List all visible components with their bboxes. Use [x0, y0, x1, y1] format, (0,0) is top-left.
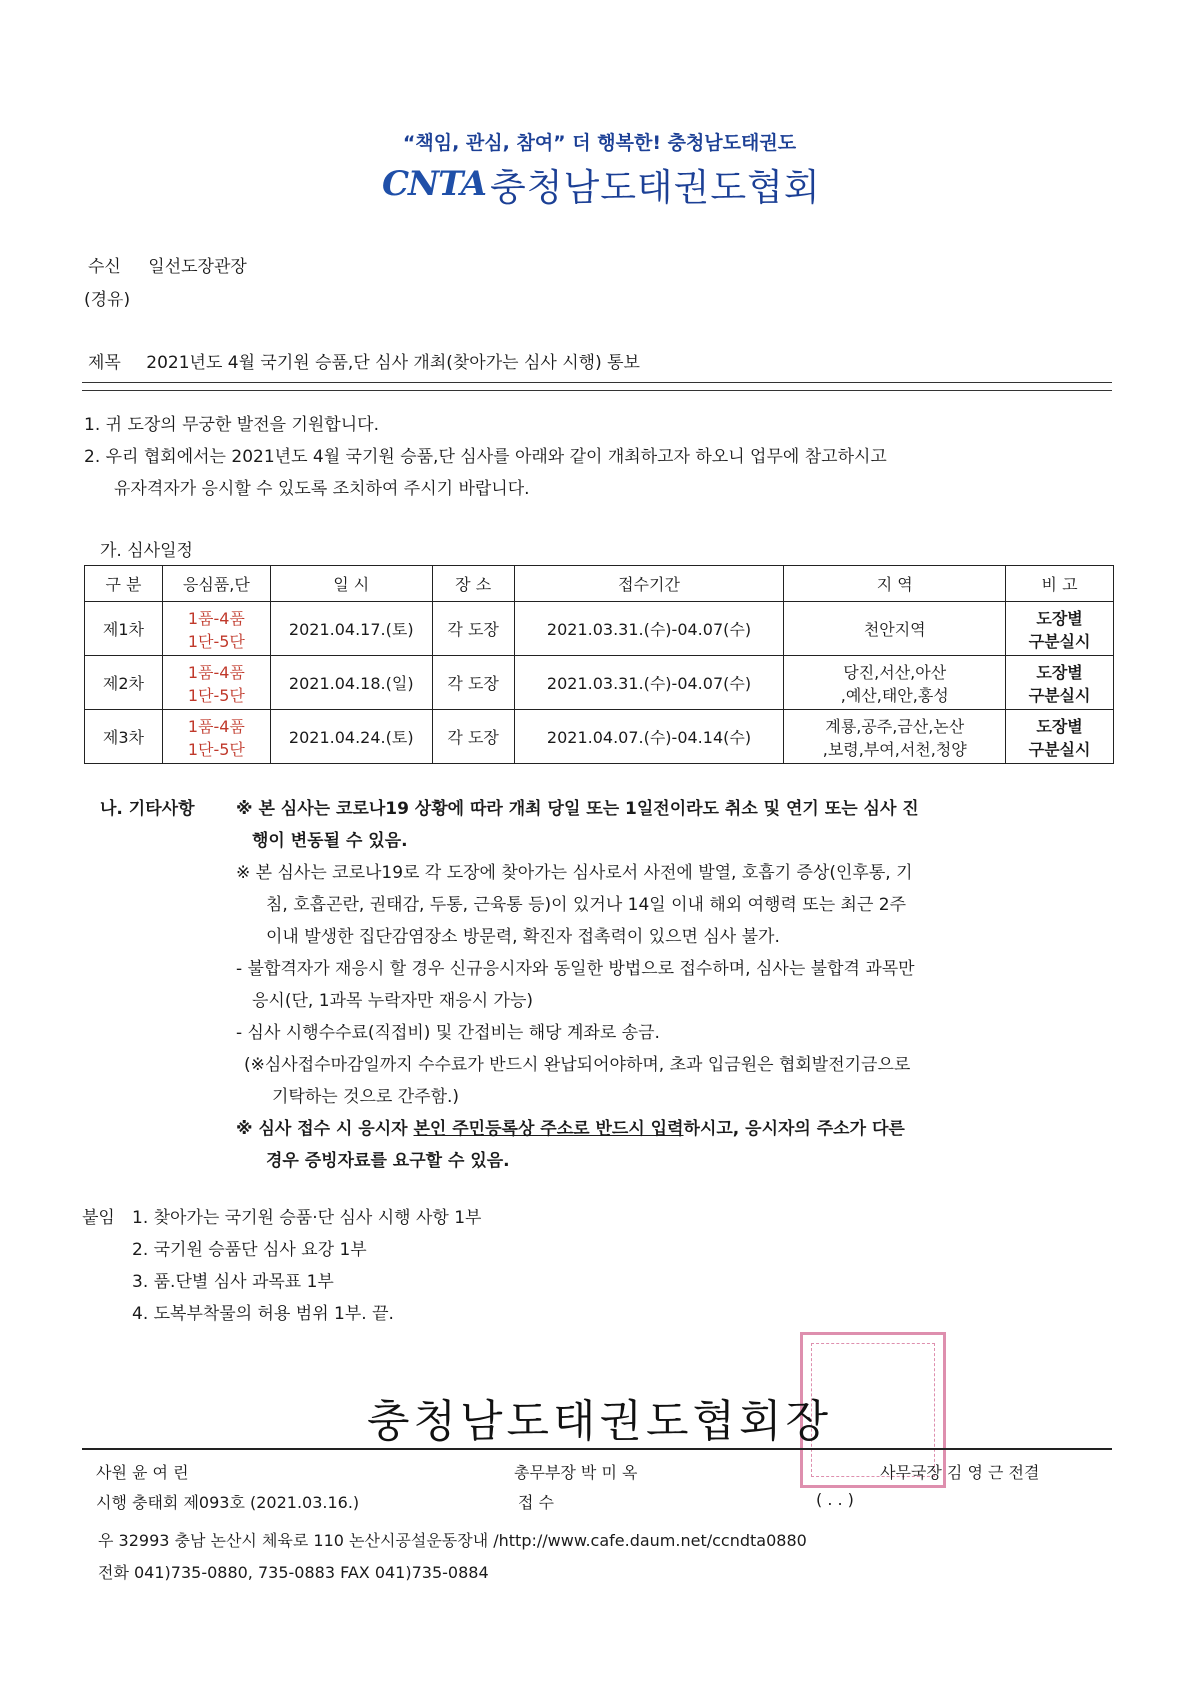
period-cell: 2021.03.31.(수)-04.07(수) [514, 602, 784, 656]
attachment-label: 붙임 [82, 1208, 115, 1228]
poom-range: 1품-4품 [187, 716, 245, 736]
note-2-line-3: 이내 발생한 집단감염장소 방문력, 확진자 접촉력이 있으면 심사 불가. [266, 927, 780, 947]
place-cell: 각 도장 [432, 710, 514, 764]
period-cell: 2021.04.07.(수)-04.14(수) [514, 710, 784, 764]
note-line-2: 구분실시 [1028, 739, 1091, 759]
recipient-label: 수신 [88, 257, 121, 277]
region-line-2: ,보령,부여,서천,청양 [822, 739, 967, 759]
region-cell [784, 602, 1006, 656]
note-line-2: 구분실시 [1028, 685, 1091, 705]
note-6-line-1 [236, 1114, 905, 1145]
table-row [85, 656, 1114, 710]
note-5-line-1: (※심사접수마감일까지 수수료가 반드시 완납되어야하며, 초과 입금원은 협회발전기금으로 [244, 1055, 911, 1075]
note-6-pre: ※ 심사 접수 시 응시자 [236, 1119, 414, 1139]
paragraph-2-line-1: 2. 우리 협회에서는 2021년도 4월 국기원 승품,단 심사를 아래와 같이 개최하고자 하오니 업무에 참고하시고 [84, 447, 887, 467]
header-region: 지 역 [784, 566, 1006, 602]
signature-title: 충청남도태권도협회장 [366, 1396, 833, 1447]
note-4: - 심사 시행수수료(직접비) 및 간접비는 해당 계좌로 송금. [236, 1023, 660, 1043]
subject-label: 제목 [88, 353, 121, 373]
division-cell: 제1차 [85, 602, 163, 656]
footer-deputy: 총무부장 박 미 옥 [514, 1463, 638, 1482]
paragraph-1: 1. 귀 도장의 무궁한 발전을 기원합니다. [84, 415, 379, 435]
table-header-row [85, 566, 1114, 602]
attachment-item: 1. 찾아가는 국기원 승품·단 심사 시행 사항 1부 [132, 1208, 482, 1228]
recipient-value: 일선도장관장 [148, 257, 247, 277]
grade-cell [162, 656, 270, 710]
attachment-item: 4. 도복부착물의 허용 범위 1부. 끝. [132, 1304, 394, 1324]
footer-address: 우 32993 충남 논산시 체육로 110 논산시공설운동장내 /http://www.cafe.daum.net/ccndta0880 [98, 1531, 807, 1550]
date-cell: 2021.04.18.(일) [270, 656, 432, 710]
place-cell: 각 도장 [432, 656, 514, 710]
region-cell [784, 710, 1006, 764]
org-logo [382, 158, 821, 210]
table-row [85, 602, 1114, 656]
footer-receipt-date: ( . . ) [816, 1490, 854, 1509]
header-place: 장 소 [432, 566, 514, 602]
dan-range: 1단-5단 [187, 685, 245, 705]
attachment-item: 2. 국기원 승품단 심사 요강 1부 [132, 1240, 367, 1260]
region-line-1: 천안지역 [863, 620, 926, 639]
dan-range: 1단-5단 [187, 739, 245, 759]
header-date: 일 시 [270, 566, 432, 602]
note-line-1: 도장별 [1036, 716, 1083, 736]
note-cell [1006, 710, 1114, 764]
footer-enforce: 시행 충태회 제093호 (2021.03.16.) [96, 1493, 360, 1512]
subject-value: 2021년도 4월 국기원 승품,단 심사 개최(찾아가는 심사 시행) 통보 [146, 353, 640, 373]
footer-phone: 전화 041)735-0880, 735-0883 FAX 041)735-0884 [98, 1563, 489, 1582]
region-cell [784, 656, 1006, 710]
note-cell [1006, 602, 1114, 656]
attachment-item: 3. 품.단별 심사 과목표 1부 [132, 1272, 334, 1292]
other-heading: 나. 기타사항 [100, 799, 195, 819]
note-3-line-2: 응시(단, 1과목 누락자만 재응시 가능) [252, 991, 534, 1011]
note-2-line-1: ※ 본 심사는 코로나19로 각 도장에 찾아가는 심사로서 사전에 발열, 호흡기 증상(인후통, 기 [236, 863, 913, 883]
note-6-underlined: 본인 주민등록상 주소로 반드시 입력 [413, 1119, 684, 1139]
note-1-line-1: ※ 본 심사는 코로나19 상황에 따라 개최 당일 또는 1일전이라도 취소 및 연기 또는 심사 진 [236, 799, 919, 819]
recipient-line [88, 252, 247, 277]
note-line-1: 도장별 [1036, 662, 1083, 682]
double-rule [82, 382, 1112, 391]
note-6-line-2: 경우 증빙자료를 요구할 수 있음. [266, 1151, 510, 1171]
schedule-heading: 가. 심사일정 [100, 541, 193, 561]
period-cell: 2021.03.31.(수)-04.07(수) [514, 656, 784, 710]
date-cell: 2021.04.17.(토) [270, 602, 432, 656]
note-1-line-2: 행이 변동될 수 있음. [252, 831, 408, 851]
grade-cell [162, 602, 270, 656]
org-name: 충청남도태권도협회 [489, 166, 821, 209]
slogan: “책임, 관심, 참여” 더 행복한! 충청남도태권도 [402, 132, 797, 154]
region-line-1: 계룡,공주,금산,논산 [825, 716, 965, 736]
subject-line [88, 348, 640, 373]
header-period: 접수기간 [514, 566, 784, 602]
header-grade: 응심품,단 [162, 566, 270, 602]
note-6-post: 하시고, 응시자의 주소가 다른 [683, 1119, 905, 1139]
header-note: 비 고 [1006, 566, 1114, 602]
table-row [85, 710, 1114, 764]
note-line-2: 구분실시 [1028, 631, 1091, 651]
poom-range: 1품-4품 [187, 608, 245, 628]
footer-chief: 사무국장 김 영 근 전결 [880, 1463, 1040, 1482]
division-cell: 제2차 [85, 656, 163, 710]
date-cell: 2021.04.24.(토) [270, 710, 432, 764]
footer-rule [82, 1448, 1112, 1450]
via-line: (경유) [84, 290, 131, 310]
place-cell: 각 도장 [432, 602, 514, 656]
paragraph-2-line-2: 유자격자가 응시할 수 있도록 조치하여 주시기 바랍니다. [114, 479, 530, 499]
grade-cell [162, 710, 270, 764]
footer-staff: 사원 윤 여 린 [96, 1463, 189, 1482]
note-3-line-1: - 불합격자가 재응시 할 경우 신규응시자와 동일한 방법으로 접수하며, 심사는 불합격 과목만 [236, 959, 915, 979]
logo-mark: CNTA [382, 164, 486, 204]
note-2-line-2: 침, 호흡곤란, 권태감, 두통, 근육통 등)이 있거나 14일 이내 해외 여행력 또는 최근 2주 [266, 895, 907, 915]
dan-range: 1단-5단 [187, 631, 245, 651]
poom-range: 1품-4품 [187, 662, 245, 682]
note-cell [1006, 656, 1114, 710]
division-cell: 제3차 [85, 710, 163, 764]
footer-receipt: 접 수 [518, 1493, 554, 1512]
region-line-1: 당진,서산,아산 [843, 662, 947, 682]
note-line-1: 도장별 [1036, 608, 1083, 628]
region-line-2: ,예산,태안,홍성 [840, 685, 949, 705]
note-5-line-2: 기탁하는 것으로 간주함.) [272, 1087, 460, 1107]
header-division: 구 분 [85, 566, 163, 602]
schedule-table [84, 565, 1114, 764]
